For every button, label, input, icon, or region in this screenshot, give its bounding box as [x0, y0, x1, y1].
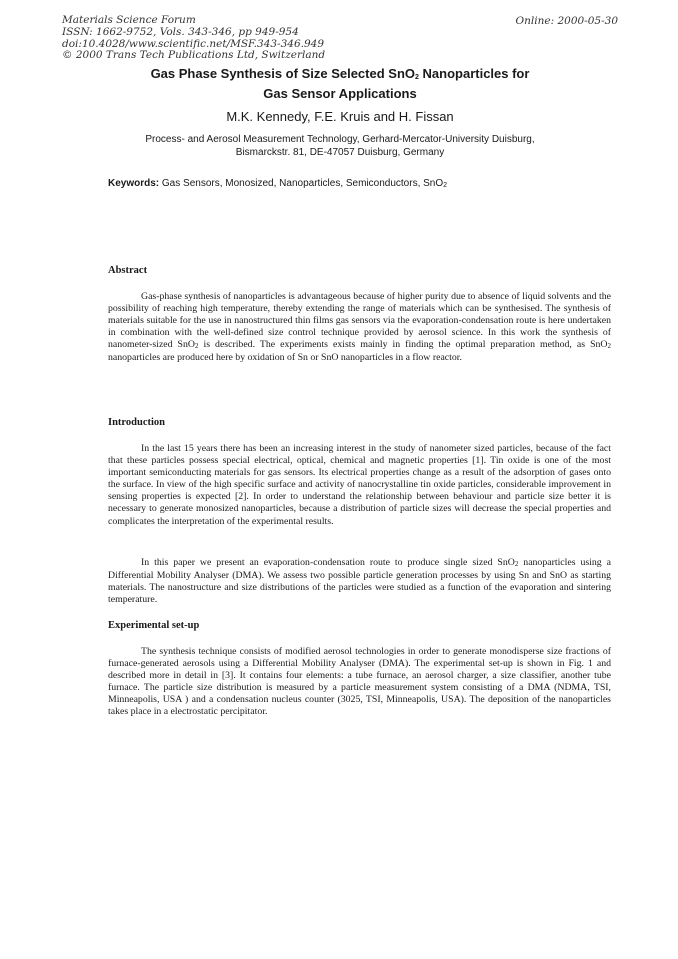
introduction-paragraph-2 [108, 557, 611, 606]
abstract-sub-a: 2 [194, 342, 199, 351]
title-line1-sub: 2 [415, 74, 419, 81]
abstract-text-a: Gas-phase synthesis of nanoparticles is advantageous because of higher purity due to absence of liquid solvents and the possibility of reaching high temperature, thereby extending the range of materials which can be synthesised. The synthesis of materials suitable for the use in nanostructured thin films gas sensors via the evaporation-condensation route is here undertaken in combination with the well-defined size control technique provided by aerosol science. In this work the synthesis of nanometer-sized SnO [108, 291, 611, 351]
keywords [108, 178, 628, 189]
experimental-paragraph-1: The synthesis technique consists of modified aerosol technologies in order to generate monodisperse size fractions of furnace-generated aerosols using a Differential Mobility Analyser (DMA). The experimental set-up is shown in Fig. 1 and described more in detail in [3]. It contains four elements: a tube furnace, an aerosol charger, a size classifier, another tube furnace. The particle size distribution is measured by a particle measurement system consisting of a DMA (NDMA, TSI, Minneapolis, USA ) and a condensation nucleus counter (3025, TSI, Minneapolis, USA). The deposition of the nanoparticles takes place in a electrostatic percipitator. [108, 646, 611, 718]
affiliation-line1: Process- and Aerosol Measurement Technology, Gerhard-Mercator-University Duisburg, [145, 134, 535, 145]
journal-copyright: © 2000 Trans Tech Publications Ltd, Switzerland [62, 49, 326, 62]
affiliation-line2: Bismarckstr. 81, DE-47057 Duisburg, Germany [235, 146, 445, 158]
introduction-heading: Introduction [108, 417, 165, 428]
introduction-p2-a: In this paper we present an evaporation-condensation route to produce single sized SnO [141, 557, 515, 568]
abstract-text-b: is described. The experiments exists mainly in finding the optimal preparation method, as SnO [198, 339, 608, 351]
abstract-sub-b: 2 [607, 342, 611, 351]
title-line2: Gas Sensor Applications [263, 86, 417, 101]
authors: M.K. Kennedy, F.E. Kruis and H. Fissan [226, 109, 454, 124]
affiliation [60, 134, 620, 159]
title-line1-pre: Gas Phase Synthesis of Size Selected SnO [150, 66, 415, 81]
introduction-paragraph-1: In the last 15 years there has been an increasing interest in the study of nanometer sized particles, because of the fact that these particles possess special electrical, optical, chemical and magnetic properties [1]. Tin oxide is one of the most important semiconducting materials for gas sensors. Its electrical properties change as a result of the adsorption of gases onto the surface. In view of the high specific surface and activity of nanocrystalline tin oxide particles, considerable improvement in sensing properties is expected [2]. In order to understand the relationship between behaviour and particle size better it is necessary to generate monosized nanoparticles, because a distribution of particle sizes will decrease the special properties and complicates the interpretation of the experimental results. [108, 443, 611, 527]
keywords-label: Keywords: [108, 178, 160, 189]
journal-doi[interactable]: doi:10.4028/www.scientific.net/MSF.343-346.949 [62, 37, 325, 50]
paper-title [80, 66, 600, 102]
journal-header [62, 15, 325, 62]
abstract-text-c: nanoparticles are produced here by oxidation of Sn or SnO nanoparticles in a flow reactor. [108, 352, 462, 364]
experimental-heading: Experimental set-up [108, 620, 200, 631]
title-line1-post: Nanoparticles for [418, 66, 530, 81]
keywords-sub: 2 [443, 182, 448, 189]
abstract-paragraph [108, 291, 611, 365]
online-date: Online: 2000-05-30 [515, 15, 618, 27]
abstract-heading: Abstract [108, 265, 148, 276]
keywords-text: Gas Sensors, Monosized, Nanoparticles, Semiconductors, SnO [159, 178, 444, 189]
introduction-p2-sub: 2 [514, 560, 519, 568]
journal-issn: ISSN: 1662-9752, Vols. 343-346, pp 949-954 [62, 25, 299, 38]
journal-name: Materials Science Forum [62, 14, 196, 26]
introduction-p2-b: nanoparticles using a Differential Mobility Analyser (DMA). We assess two possible particle generation processes by using Sn and SnO as starting materials. The nanostructure and size distributions of the particles were studied as a function of the evaporation and sintering temperature. [108, 557, 611, 606]
